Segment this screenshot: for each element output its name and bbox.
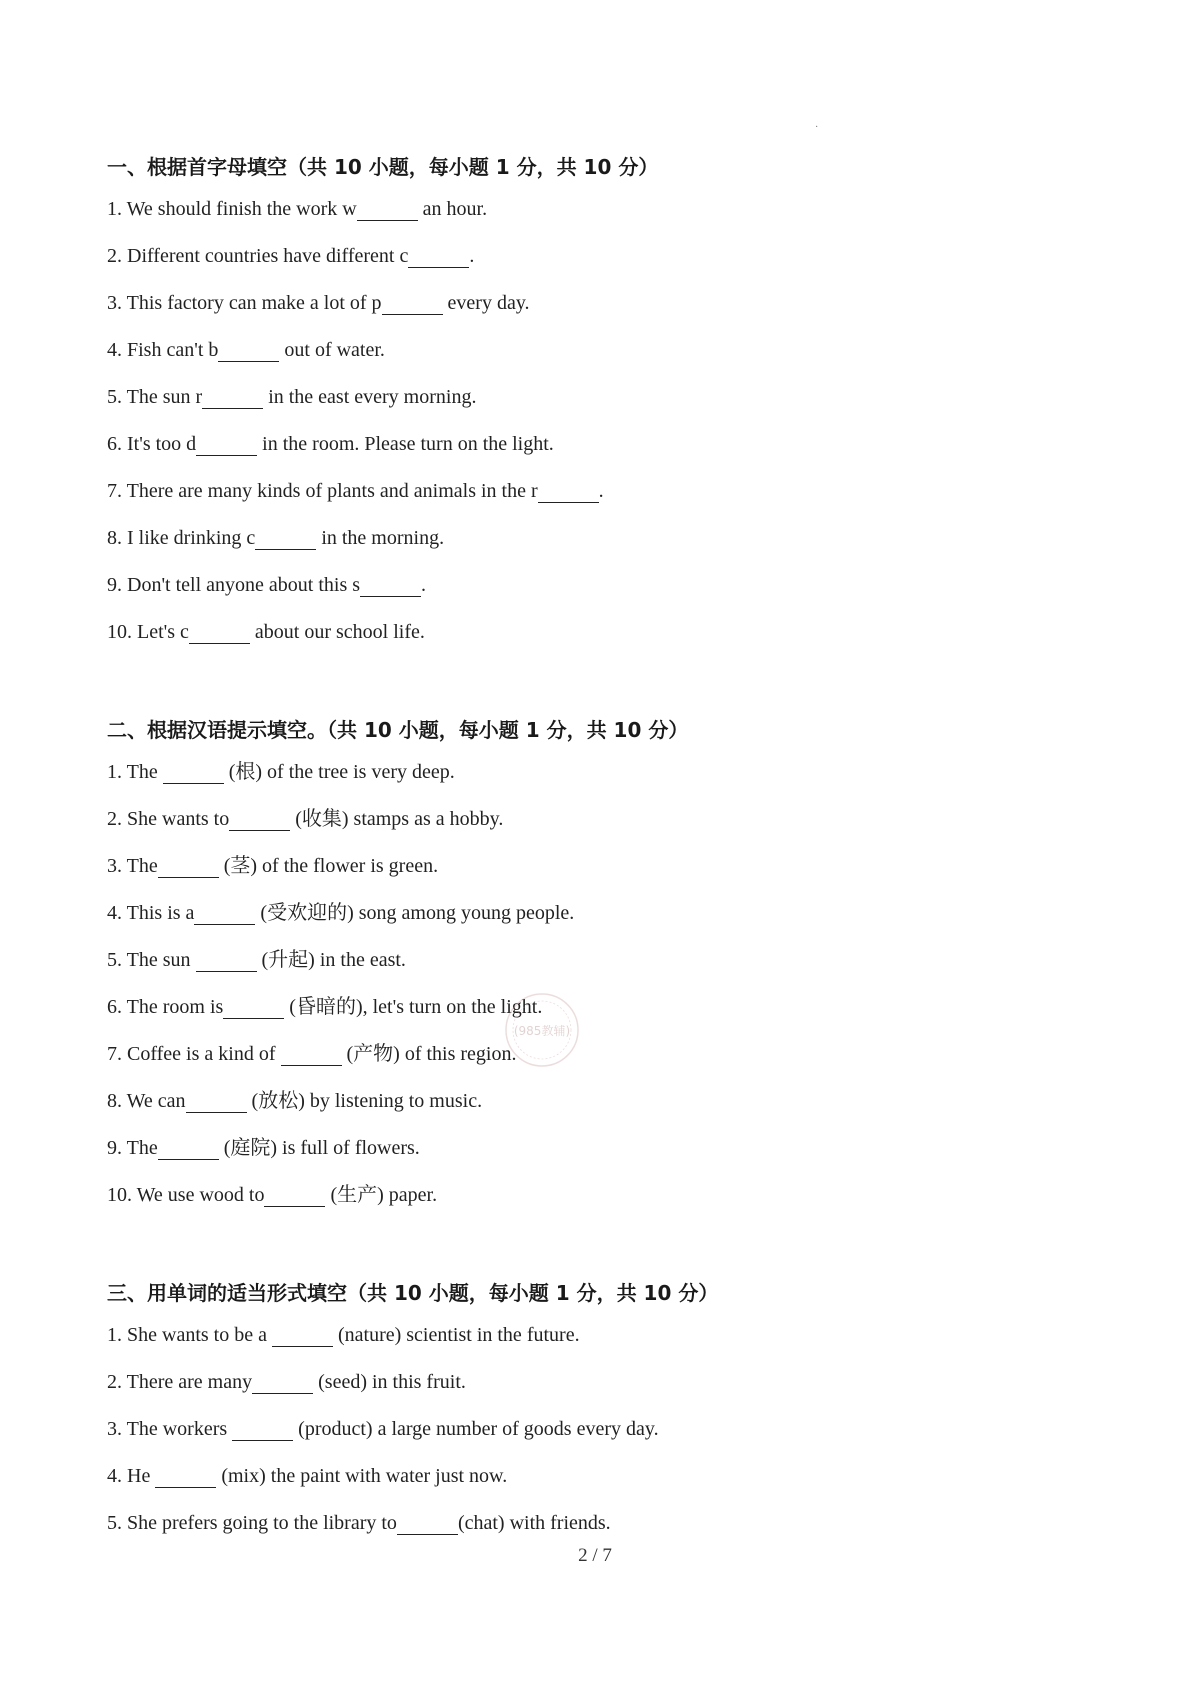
watermark-seal: [502, 990, 582, 1070]
question-text: (chat) with friends.: [457, 1512, 611, 1534]
question-text: 4. Fish can't b: [107, 339, 219, 361]
question-text: 4. This is a: [107, 902, 195, 924]
question-text: in the room. Please turn on the light.: [257, 433, 554, 455]
question-item: [107, 850, 1107, 897]
question-text: 3. The workers: [107, 1418, 233, 1440]
question-text: .: [421, 574, 427, 596]
question-text: 8. I like drinking c: [107, 527, 256, 549]
question-text: 2. Different countries have different c: [107, 245, 409, 267]
question-text: 10. We use wood to: [107, 1184, 265, 1206]
answer-blank: [382, 292, 443, 315]
question-item: [107, 897, 1107, 944]
question-text: out of water.: [279, 339, 385, 361]
answer-blank: [272, 1324, 333, 1347]
question-item: [107, 1179, 1107, 1226]
question-item: [107, 1413, 1107, 1460]
section-3: [107, 1281, 1107, 1554]
question-text: in the east every morning.: [263, 386, 477, 408]
question-item: [107, 287, 1107, 334]
question-text: (根) of the tree is very deep.: [223, 761, 455, 783]
question-text: 1. She wants to be a: [107, 1324, 272, 1346]
question-text: 2. There are many: [107, 1371, 253, 1393]
question-text: 9. The: [107, 1137, 158, 1159]
answer-blank: [163, 761, 224, 784]
section-title: 一、根据首字母填空（共 10 小题，每小题 1 分，共 10 分）: [107, 155, 659, 179]
question-text: 6. It's too d: [107, 433, 197, 455]
question-text: an hour.: [417, 198, 488, 220]
question-text: (product) a large number of goods every day.: [293, 1418, 659, 1440]
question-item: [107, 1319, 1107, 1366]
question-text: 1. We should finish the work w: [107, 198, 357, 220]
question-item: [107, 1038, 1107, 1085]
question-text: in the morning.: [316, 527, 445, 549]
question-item: [107, 944, 1107, 991]
question-text: .: [598, 480, 604, 502]
section-title: 三、用单词的适当形式填空（共 10 小题，每小题 1 分，共 10 分）: [107, 1281, 719, 1305]
answer-blank: [357, 198, 418, 221]
answer-blank: [196, 949, 257, 972]
question-item: [107, 381, 1107, 428]
question-text: (seed) in this fruit.: [313, 1371, 466, 1393]
question-item: [107, 803, 1107, 850]
question-item: [107, 240, 1107, 287]
answer-blank: [223, 996, 284, 1019]
question-text: 3. The: [107, 855, 158, 877]
section-1: [107, 155, 1107, 663]
answer-blank: [218, 339, 279, 362]
question-text: (升起) in the east.: [256, 949, 406, 971]
question-item: [107, 1460, 1107, 1507]
question-item: [107, 991, 1107, 1038]
question-text: 5. The sun: [107, 949, 196, 971]
question-text: 1. The: [107, 761, 163, 783]
question-text: 10. Let's c: [107, 621, 189, 643]
question-item: [107, 193, 1107, 240]
answer-blank: [158, 855, 219, 878]
answer-blank: [189, 621, 250, 644]
answer-blank: [232, 1418, 293, 1441]
question-item: [107, 1085, 1107, 1132]
answer-blank: [255, 527, 316, 550]
question-item: [107, 475, 1107, 522]
answer-blank: [360, 574, 421, 597]
answer-blank: [538, 480, 599, 503]
question-text: 5. She prefers going to the library to: [107, 1512, 397, 1534]
question-text: (昏暗的), let's turn on the light.: [284, 996, 543, 1018]
question-text: 7. Coffee is a kind of: [107, 1043, 281, 1065]
question-text: 3. This factory can make a lot of p: [107, 292, 382, 314]
answer-blank: [194, 902, 255, 925]
question-text: (收集) stamps as a hobby.: [290, 808, 504, 830]
section-title: 二、根据汉语提示填空。（共 10 小题，每小题 1 分，共 10 分）: [107, 718, 689, 742]
question-text: (nature) scientist in the future.: [332, 1324, 580, 1346]
page-number: 2 / 7: [578, 1545, 612, 1566]
stray-dot: ·: [815, 122, 819, 133]
question-text: (受欢迎的) song among young people.: [255, 902, 575, 924]
answer-blank: [408, 245, 469, 268]
answer-blank: [202, 386, 263, 409]
question-text: (庭院) is full of flowers.: [218, 1137, 420, 1159]
seal-text: (985教辅): [513, 1024, 571, 1038]
question-item: [107, 334, 1107, 381]
answer-blank: [252, 1371, 313, 1394]
question-item: [107, 522, 1107, 569]
question-text: every day.: [442, 292, 530, 314]
question-text: 5. The sun r: [107, 386, 203, 408]
question-text: (茎) of the flower is green.: [218, 855, 439, 877]
question-item: [107, 569, 1107, 616]
question-text: 2. She wants to: [107, 808, 230, 830]
answer-blank: [264, 1184, 325, 1207]
question-list: [107, 756, 1107, 1226]
answer-blank: [397, 1512, 458, 1535]
question-text: 4. He: [107, 1465, 156, 1487]
question-text: (生产) paper.: [325, 1184, 438, 1206]
answer-blank: [281, 1043, 342, 1066]
question-text: (mix) the paint with water just now.: [216, 1465, 508, 1487]
question-text: 9. Don't tell anyone about this s: [107, 574, 361, 596]
question-text: (产物) of this region.: [341, 1043, 517, 1065]
section-2: [107, 718, 1107, 1226]
question-item: [107, 616, 1107, 663]
question-text: 7. There are many kinds of plants and animals in the r: [107, 480, 538, 502]
question-item: [107, 428, 1107, 475]
question-text: .: [469, 245, 475, 267]
question-text: about our school life.: [249, 621, 425, 643]
question-item: [107, 1132, 1107, 1179]
answer-blank: [229, 808, 290, 831]
answer-blank: [196, 433, 257, 456]
question-list: [107, 193, 1107, 663]
question-list: [107, 1319, 1107, 1554]
answer-blank: [186, 1090, 247, 1113]
answer-blank: [158, 1137, 219, 1160]
answer-blank: [155, 1465, 216, 1488]
question-text: 8. We can: [107, 1090, 186, 1112]
question-text: 6. The room is: [107, 996, 224, 1018]
question-text: (放松) by listening to music.: [246, 1090, 483, 1112]
question-item: [107, 756, 1107, 803]
question-item: [107, 1366, 1107, 1413]
